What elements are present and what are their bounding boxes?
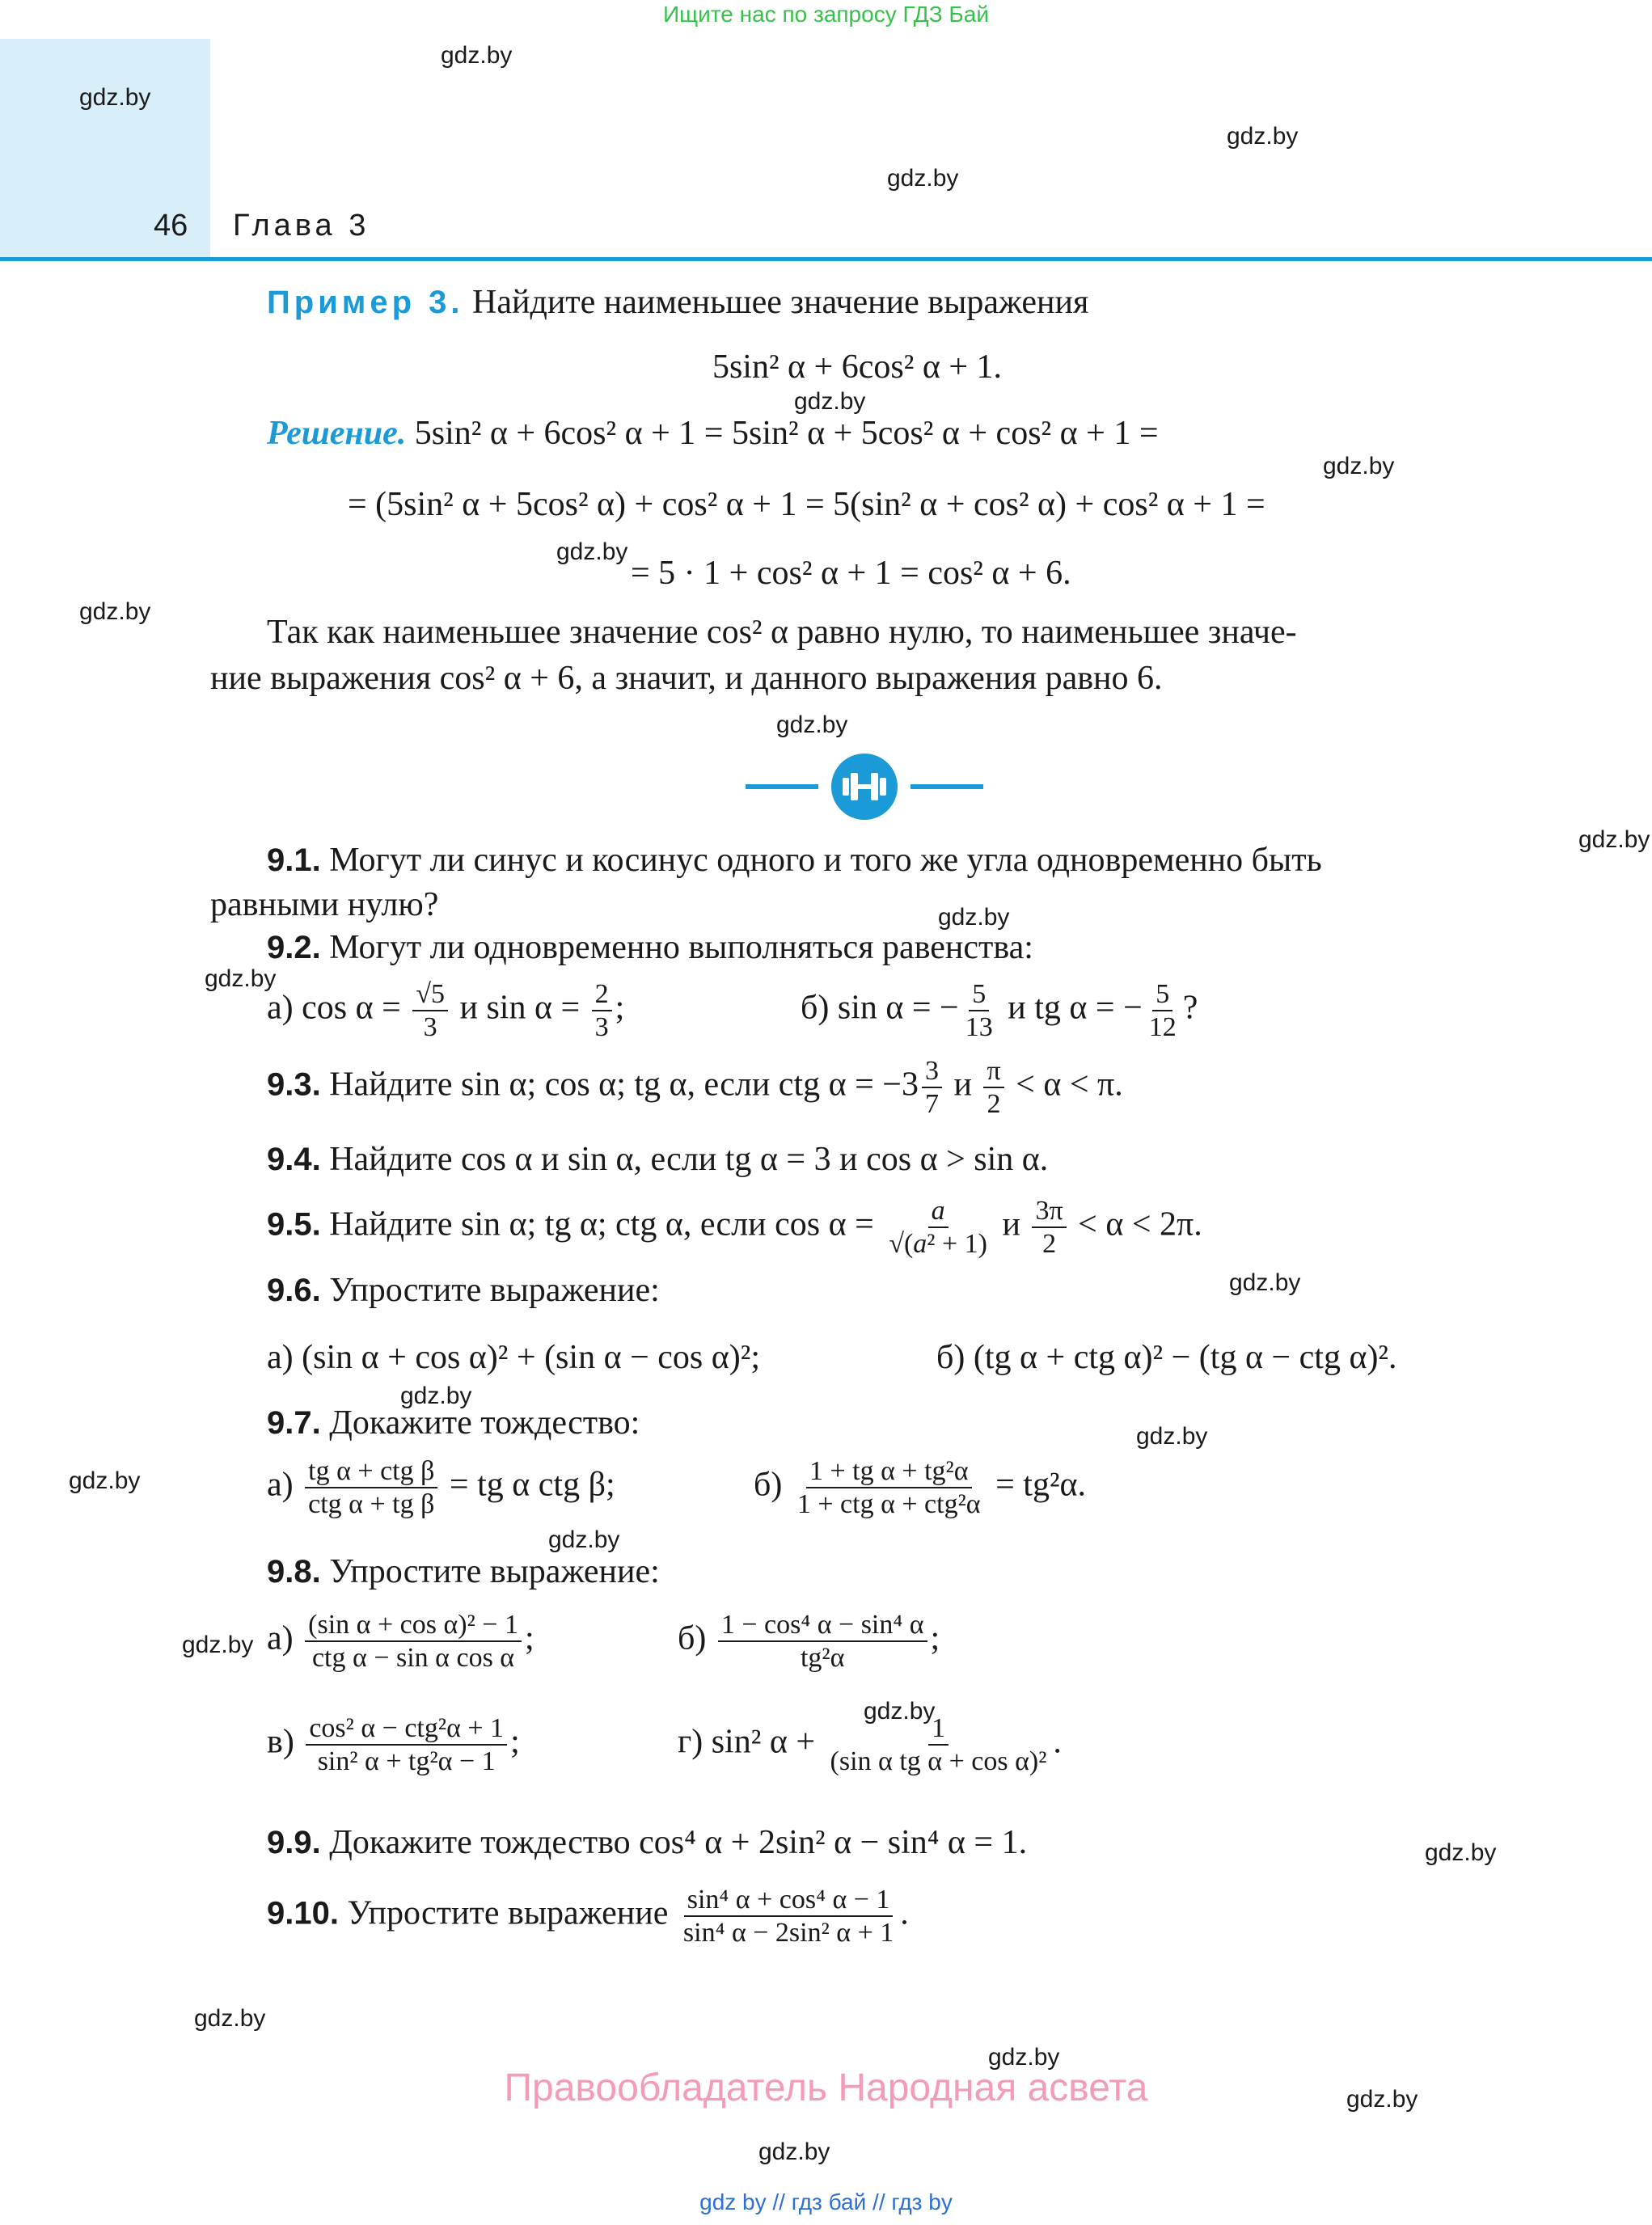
exercise-number: 9.3. — [267, 1066, 321, 1103]
exercise-9-8-v: в) $\frac{\text{cos² α − ctg²α + 1}}{\text{sin² α + tg²α − 1}}$ ; — [267, 1713, 520, 1777]
watermark: gdz.by — [548, 1526, 620, 1553]
example-label: Пример 3. — [267, 285, 464, 320]
dumbbell-icon — [831, 754, 898, 820]
exercise-9-1 — [267, 841, 1322, 880]
publisher-note: Правообладатель Народная асвета — [504, 2067, 1148, 2109]
exercise-9-6-b: б) (tg α + ctg α)² − (tg α − ctg α)². — [936, 1339, 1397, 1376]
exercise-number: 9.1. — [267, 842, 321, 878]
exercise-text: Могут ли одновременно выполняться равенства: — [329, 929, 1033, 966]
exercise-number: 9.4. — [267, 1142, 321, 1177]
watermark: gdz.by — [205, 965, 277, 992]
exercise-number: 9.6. — [267, 1273, 321, 1308]
exercise-text: Докажите тождество cos⁴ α + 2sin² α − sin⁴ α = 1. — [329, 1824, 1028, 1861]
watermark: gdz.by — [1136, 1423, 1208, 1450]
solution-line-1 — [267, 414, 1159, 453]
exercise-number: 9.9. — [267, 1825, 321, 1860]
watermark: gdz.by — [182, 1632, 254, 1658]
exercise-text: Упростите выражение: — [329, 1272, 660, 1309]
exercise-9-8-g: г) sin² α + $\frac{1}{\text{(sin α tg α + cos α)²}}$ . — [678, 1713, 1062, 1777]
exercise-text: Найдите sin α; tg α; ctg α, если cos α = — [329, 1205, 874, 1243]
header-rule — [0, 257, 1652, 261]
exercise-number: 9.8. — [267, 1554, 321, 1590]
solution-text-1: 5sin² α + 6cos² α + 1 = 5sin² α + 5cos² α + cos² α + 1 = — [414, 415, 1159, 452]
exercise-number: 9.5. — [267, 1206, 321, 1243]
top-banner: Ищите нас по запросу ГДЗ Бай — [662, 2, 990, 27]
exercise-9-7-b: б) $\frac{\text{1 + tg α + tg²α}}{\text{1 + ctg α + ctg²α}}$ = tg²α. — [754, 1456, 1087, 1520]
exercise-9-8-a: а) $\frac{\text{(sin α + cos α)² − 1}}{\text{ctg α − sin α cos α}}$ ; — [267, 1610, 534, 1674]
page-number: 46 — [154, 209, 188, 243]
watermark: gdz.by — [194, 2005, 266, 2032]
watermark: gdz.by — [1346, 2086, 1418, 2113]
exercise-number: 9.10. — [267, 1895, 339, 1932]
example-heading — [267, 283, 1088, 322]
exercise-9-5: 9.5. Найдите sin α; tg α; ctg α, если cos α = $\frac{a}{\text{√(a² + 1)}}$ и $\frac{3\pi}{2}$ < α < 2π. — [267, 1196, 1202, 1260]
exercise-9-6-a: а) (sin α + cos α)² + (sin α − cos α)²; — [267, 1339, 761, 1376]
watermark: gdz.by — [1323, 453, 1395, 479]
watermark: gdz.by — [69, 1467, 141, 1494]
watermark: gdz.by — [988, 2044, 1060, 2071]
exercise-number: 9.2. — [267, 930, 321, 965]
exercise-text: Могут ли синус и косинус одного и того же угла одновременно быть — [329, 842, 1322, 879]
watermark: gdz.by — [1578, 826, 1650, 853]
exercise-9-7 — [267, 1404, 640, 1442]
example-expression: 5sin² α + 6cos² α + 1. — [712, 348, 1003, 386]
watermark: gdz.by — [1227, 123, 1299, 150]
watermark: gdz.by — [938, 904, 1010, 931]
divider-left — [746, 784, 818, 789]
conclusion-line-2: ние выражения cos² α + 6, а значит, и данного выражения равно 6. — [210, 660, 1163, 697]
exercise-9-9 — [267, 1823, 1027, 1862]
chapter-title: Глава 3 — [233, 209, 370, 243]
watermark: gdz.by — [556, 538, 628, 565]
exercise-text: Найдите cos α и sin α, если tg α = 3 и cos α > sin α. — [329, 1141, 1049, 1178]
footer-links[interactable]: gdz by // гдз бай // гдз by — [699, 2189, 953, 2214]
exercise-9-10: 9.10. Упростите выражение $\frac{\text{sin⁴ α + cos⁴ α − 1}}{\text{sin⁴ α − 2sin² α + 1}}$ . — [267, 1885, 909, 1948]
exercise-9-1-cont: равными нулю? — [210, 886, 439, 923]
exercise-text: Упростите выражение — [347, 1894, 669, 1932]
exercise-number: 9.7. — [267, 1405, 321, 1441]
exercise-9-2 — [267, 928, 1033, 967]
watermark: gdz.by — [79, 598, 151, 625]
solution-label: Решение. — [267, 415, 407, 452]
exercise-9-3: 9.3. Найдите sin α; cos α; tg α, если ctg α = −3 $\frac{3}{7}$ и $\frac{\pi}{2}$ < α < π. — [267, 1056, 1123, 1120]
watermark: gdz.by — [1425, 1839, 1497, 1866]
watermark: gdz.by — [441, 42, 513, 69]
watermark: gdz.by — [1229, 1269, 1301, 1296]
exercise-9-2-a: а) cos α = $\frac{√5}{3}$ и sin α = $\frac{2}{3}$ ; — [267, 979, 625, 1043]
exercise-9-2-b: б) sin α = − $\frac{5}{13}$ и tg α = − $\frac{5}{12}$ ? — [801, 979, 1198, 1043]
watermark: gdz.by — [400, 1383, 472, 1409]
solution-line-3: = 5 · 1 + cos² α + 1 = cos² α + 6. — [631, 555, 1071, 592]
solution-line-2: = (5sin² α + 5cos² α) + cos² α + 1 = 5(sin² α + cos² α) + cos² α + 1 = — [348, 486, 1265, 523]
watermark: gdz.by — [887, 165, 959, 192]
exercise-text: Найдите sin α; cos α; tg α, если ctg α = −3 — [329, 1066, 919, 1104]
divider-right — [911, 784, 983, 789]
conclusion-line-1: Так как наименьшее значение cos² α равно нулю, то наименьшее значе- — [267, 614, 1297, 651]
exercise-text: Упростите выражение: — [329, 1553, 660, 1590]
watermark: gdz.by — [864, 1698, 936, 1725]
exercise-9-8-b: б) $\frac{\text{1 − cos⁴ α − sin⁴ α}}{\text{tg²α}}$ ; — [678, 1610, 940, 1674]
exercise-9-8 — [267, 1552, 660, 1591]
exercise-9-6 — [267, 1271, 660, 1310]
example-task: Найдите наименьшее значение выражения — [472, 284, 1089, 321]
watermark: gdz.by — [79, 84, 151, 111]
exercise-9-4 — [267, 1140, 1048, 1179]
exercise-text: Докажите тождество: — [329, 1404, 640, 1442]
exercise-9-7-a: а) $\frac{\text{tg α + ctg β}}{\text{ctg α + tg β}}$ = tg α ctg β; — [267, 1456, 615, 1520]
watermark: gdz.by — [758, 2138, 830, 2165]
watermark: gdz.by — [794, 388, 866, 415]
watermark: gdz.by — [776, 711, 848, 738]
